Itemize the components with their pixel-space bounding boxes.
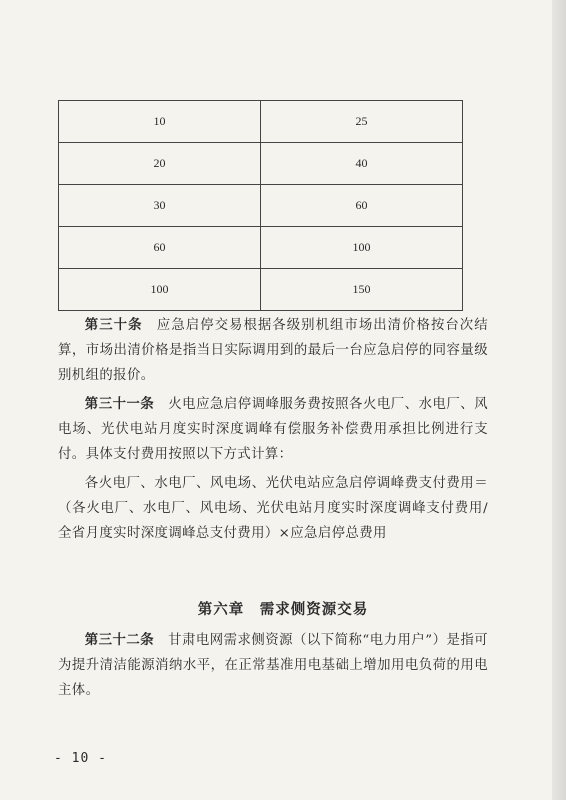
article-body: 甘肃电网需求侧资源（以下简称“电力用户”）是指可为提升清洁能源消纳水平，在正常基准用电基础上增加用电负荷的用电主体。	[58, 633, 489, 698]
table-cell: 10	[59, 101, 261, 143]
table-row	[59, 185, 463, 227]
article-32-block	[58, 628, 488, 703]
table-row	[59, 269, 463, 311]
table-cell: 25	[261, 101, 463, 143]
article-heading: 第三十条	[84, 317, 143, 333]
rate-table	[58, 100, 463, 311]
chapter-number: 第六章	[197, 601, 245, 618]
article-heading: 第三十一条	[84, 396, 155, 412]
table-row	[59, 227, 463, 269]
article-32	[58, 628, 488, 703]
article-31	[58, 392, 488, 467]
table-cell: 60	[59, 227, 261, 269]
table-row	[59, 101, 463, 143]
article-30	[58, 313, 488, 388]
table-cell: 20	[59, 143, 261, 185]
table-cell: 30	[59, 185, 261, 227]
articles-block	[58, 313, 488, 546]
article-body: 各火电厂、水电厂、风电场、光伏电站应急启停调峰费支付费用＝（各火电厂、水电厂、风电场、光伏电站月度实时深度调峰支付费用/全省月度实时深度调峰总支付费用）×应急启停总费用	[58, 476, 488, 541]
table-cell: 100	[59, 269, 261, 311]
chapter-heading	[0, 598, 566, 619]
article-heading: 第三十二条	[84, 632, 155, 648]
page-number: - 10 -	[54, 751, 107, 766]
article-body: 火电应急启停调峰服务费按照各火电厂、水电厂、风电场、光伏电站月度实时深度调峰有偿服务补偿费用承担比例进行支付。具体支付费用按照以下方式计算：	[58, 397, 489, 462]
chapter-title: 需求侧资源交易	[259, 601, 369, 618]
page-edge-shadow	[552, 0, 566, 800]
table-cell: 40	[261, 143, 463, 185]
table-cell: 150	[261, 269, 463, 311]
article-body: 应急启停交易根据各级别机组市场出清价格按台次结算，市场出清价格是指当日实际调用到的最后一台应急启停的同容量级别机组的报价。	[58, 318, 489, 383]
formula-paragraph	[58, 471, 488, 546]
table-cell: 60	[261, 185, 463, 227]
table-cell: 100	[261, 227, 463, 269]
table-row	[59, 143, 463, 185]
